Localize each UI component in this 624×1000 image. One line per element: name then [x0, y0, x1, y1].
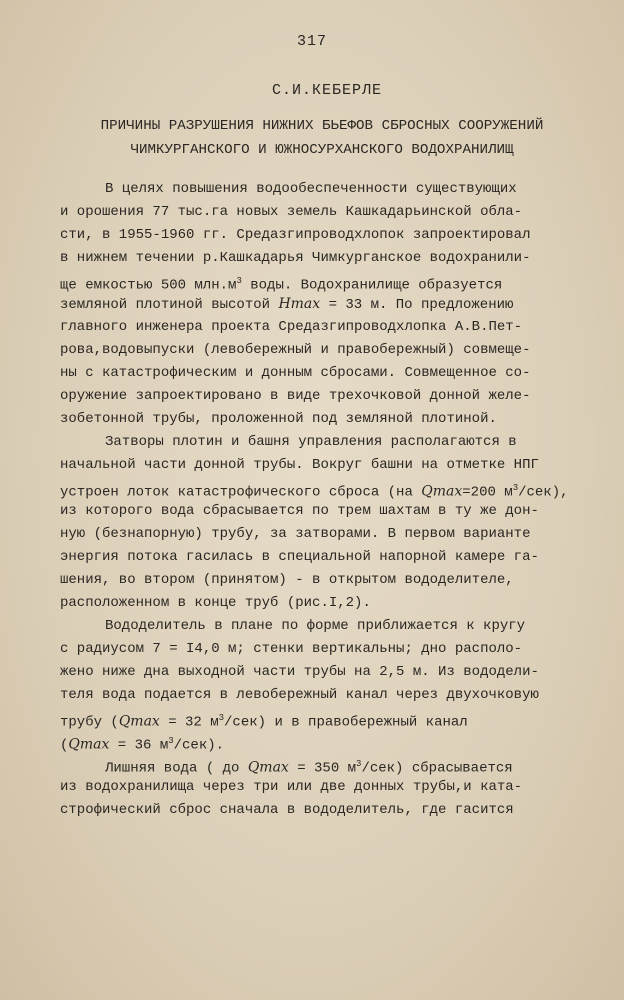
- text-line: главного инженера проекта Средазгипроводхлопка А.В.Пет-: [60, 319, 523, 335]
- qmax-symbol: Qmax: [118, 713, 160, 730]
- text-line: в нижнем течении р.Кашкадарья Чимкурганское водохранили-: [60, 250, 531, 266]
- text-fragment: (: [60, 737, 69, 754]
- hmax-symbol: Hmax: [278, 296, 321, 312]
- text-line: В целях повышения водообеспеченности существующих: [105, 181, 517, 197]
- text-line: [60, 479, 569, 502]
- text-line: энергия потока гасилась в специальной напорной камере га-: [60, 549, 539, 565]
- text-fragment: устроен лоток катастрофического сброса (на: [60, 484, 422, 501]
- text-line: расположенном в конце труб (рис.I,2).: [60, 595, 371, 611]
- text-fragment: =200 м: [462, 484, 513, 501]
- text-fragment: /сек) сбрасывается: [361, 760, 513, 777]
- text-line: [60, 709, 520, 732]
- text-fragment: = 32 м: [159, 714, 219, 731]
- superscript: 3: [236, 276, 242, 286]
- text-fragment: трубу (: [60, 714, 119, 731]
- qmax-symbol: Qmax: [247, 759, 289, 776]
- text-line: строфический сброс сначала в вододелитель, где гасится: [60, 802, 514, 818]
- text-fragment: ще емкостью 500 млн.м: [60, 277, 237, 294]
- text-line: жено ниже дна выходной части трубы на 2,5 м. Из вододели-: [60, 664, 539, 680]
- text-line: сти, в 1955-1960 гг. Средазгипроводхлопок запроектировал: [60, 227, 531, 243]
- text-fragment: воды. Водохранилище образуется: [241, 277, 503, 294]
- text-fragment: Лишняя вода ( до: [105, 760, 248, 777]
- title-line-2: ЧИМКУРГАНСКОГО И ЮЖНОСУРХАНСКОГО ВОДОХРАНИЛИЩ: [130, 142, 514, 158]
- superscript: 3: [512, 483, 519, 493]
- text-fragment: = 33 м. По предложению: [320, 297, 514, 313]
- text-line: [60, 295, 520, 314]
- text-line: шения, во втором (принятом) - в открытом вододелителе,: [60, 572, 514, 588]
- title-line-1: ПРИЧИНЫ РАЗРУШЕНИЯ НИЖНИХ БЬЕФОВ СБРОСНЫХ СООРУЖЕНИЙ: [100, 118, 544, 134]
- qmax-symbol: Qmax: [421, 483, 463, 500]
- qmax-symbol: Qmax: [68, 736, 110, 753]
- text-line: зобетонной трубы, проложенной под земляной плотиной.: [60, 411, 497, 427]
- text-line: Затворы плотин и башня управления располагаются в: [105, 434, 517, 450]
- text-line: с радиусом 7 = I4,0 м; стенки вертикальны; дно располо-: [60, 641, 523, 657]
- text-line: теля вода подается в левобережный канал через двухочковую: [60, 687, 539, 703]
- page-number: 317: [296, 33, 327, 50]
- text-fragment: /сек) и в правобережный канал: [224, 714, 468, 731]
- text-line: Вододелитель в плане по форме приближается к кругу: [105, 618, 526, 634]
- superscript: 3: [218, 713, 225, 723]
- text-line: из которого вода сбрасывается по трем шахтам в ту же дон-: [60, 503, 539, 519]
- text-line: [60, 732, 520, 755]
- text-fragment: /сек),: [518, 484, 569, 501]
- text-line: из водохранилища через три или две донных трубы,и ката-: [60, 779, 523, 795]
- author-name: С.И.КЕБЕРЛЕ: [271, 82, 383, 99]
- superscript: 3: [168, 736, 174, 746]
- text-line: ную (безнапорную) трубу, за затворами. В первом варианте: [60, 526, 531, 542]
- text-line: ны с катастрофическим и донным сбросами. Совмещенное со-: [60, 365, 531, 381]
- superscript: 3: [356, 759, 362, 769]
- text-fragment: земляной плотиной высотой: [60, 297, 279, 313]
- text-fragment: /сек).: [173, 737, 225, 754]
- text-line: [60, 272, 520, 295]
- text-line: [105, 755, 565, 778]
- text-fragment: = 36 м: [109, 737, 169, 754]
- text-line: начальной части донной трубы. Вокруг башни на отметке НПГ: [60, 457, 539, 473]
- text-line: и орошения 77 тыс.га новых земель Кашкадарьинской обла-: [60, 204, 523, 220]
- text-line: рова,водовыпуски (левобережный и правобережный) совмеще-: [60, 342, 531, 358]
- text-fragment: = 350 м: [288, 760, 357, 777]
- text-line: оружение запроектировано в виде трехочковой донной желе-: [60, 388, 531, 404]
